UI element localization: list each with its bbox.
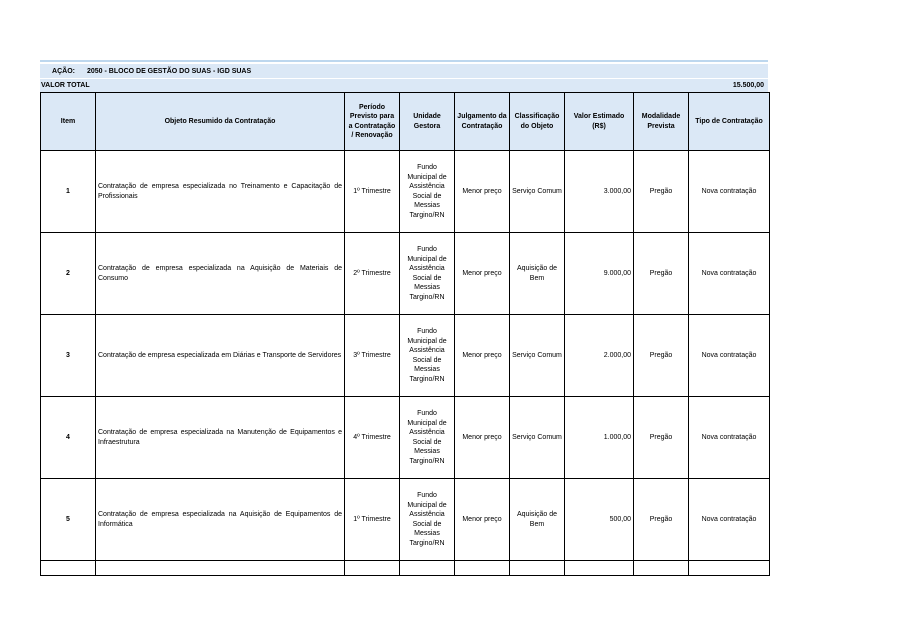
cell-unidade: Fundo Municipal de Assistência Social de Messias Targino/RN <box>400 151 455 233</box>
valor-total-label: VALOR TOTAL <box>41 82 90 89</box>
cell-modalidade: Pregão <box>634 151 689 233</box>
cell-valor: 9.000,00 <box>565 233 634 315</box>
cell-tipo: Nova contratação <box>689 397 770 479</box>
header-item: Item <box>41 93 96 151</box>
cell-valor: 2.000,00 <box>565 315 634 397</box>
cell-item: 5 <box>41 479 96 561</box>
empty-cell <box>634 561 689 576</box>
cell-objeto: Contratação de empresa especializada na Aquisição de Equipamentos de Informática <box>96 479 345 561</box>
cell-objeto: Contratação de empresa especializada na Aquisição de Materiais de Consumo <box>96 233 345 315</box>
cell-periodo: 3º Trimestre <box>345 315 400 397</box>
cell-julgamento: Menor preço <box>455 151 510 233</box>
acao-row <box>40 64 768 78</box>
empty-cell <box>565 561 634 576</box>
cell-modalidade: Pregão <box>634 397 689 479</box>
cell-unidade: Fundo Municipal de Assistência Social de Messias Targino/RN <box>400 397 455 479</box>
cell-valor: 3.000,00 <box>565 151 634 233</box>
cell-classificacao: Serviço Comum <box>510 397 565 479</box>
cell-item: 2 <box>41 233 96 315</box>
cell-classificacao: Aquisição de Bem <box>510 233 565 315</box>
cell-julgamento: Menor preço <box>455 397 510 479</box>
cell-julgamento: Menor preço <box>455 315 510 397</box>
header-tipo: Tipo de Contratação <box>689 93 770 151</box>
cell-objeto: Contratação de empresa especializada no Treinamento e Capacitação de Profissionais <box>96 151 345 233</box>
cell-tipo: Nova contratação <box>689 315 770 397</box>
cell-periodo: 1º Trimestre <box>345 479 400 561</box>
empty-cell <box>41 561 96 576</box>
cell-item: 1 <box>41 151 96 233</box>
cell-item: 4 <box>41 397 96 479</box>
cell-objeto: Contratação de empresa especializada em Diárias e Transporte de Servidores <box>96 315 345 397</box>
cell-valor: 500,00 <box>565 479 634 561</box>
header-julgamento: Julgamento da Contratação <box>455 93 510 151</box>
cell-classificacao: Serviço Comum <box>510 151 565 233</box>
top-divider <box>40 60 768 62</box>
cell-classificacao: Serviço Comum <box>510 315 565 397</box>
cell-periodo: 2º Trimestre <box>345 233 400 315</box>
cell-julgamento: Menor preço <box>455 233 510 315</box>
empty-cell <box>345 561 400 576</box>
cell-unidade: Fundo Municipal de Assistência Social de Messias Targino/RN <box>400 315 455 397</box>
cell-tipo: Nova contratação <box>689 233 770 315</box>
cell-modalidade: Pregão <box>634 479 689 561</box>
cell-periodo: 4º Trimestre <box>345 397 400 479</box>
table-header-row <box>41 93 770 151</box>
contratacoes-table <box>40 92 770 576</box>
header-periodo: Período Previsto para a Contratação / Renovação <box>345 93 400 151</box>
cell-julgamento: Menor preço <box>455 479 510 561</box>
cell-classificacao: Aquisição de Bem <box>510 479 565 561</box>
cell-periodo: 1º Trimestre <box>345 151 400 233</box>
cell-tipo: Nova contratação <box>689 479 770 561</box>
cell-valor: 1.000,00 <box>565 397 634 479</box>
table-row-empty <box>41 561 770 576</box>
table-row <box>41 233 770 315</box>
cell-objeto: Contratação de empresa especializada na Manutenção de Equipamentos e Infraestrutura <box>96 397 345 479</box>
valor-total-value: 15.500,00 <box>732 82 764 89</box>
table-row <box>41 397 770 479</box>
table-row <box>41 479 770 561</box>
cell-modalidade: Pregão <box>634 315 689 397</box>
empty-cell <box>400 561 455 576</box>
acao-label: AÇÃO: <box>52 67 75 75</box>
header-valor: Valor Estimado (R$) <box>565 93 634 151</box>
cell-item: 3 <box>41 315 96 397</box>
empty-cell <box>510 561 565 576</box>
header-objeto: Objeto Resumido da Contratação <box>96 93 345 151</box>
empty-cell <box>689 561 770 576</box>
empty-cell <box>455 561 510 576</box>
header-unidade: Unidade Gestora <box>400 93 455 151</box>
cell-modalidade: Pregão <box>634 233 689 315</box>
header-classificacao: Classificação do Objeto <box>510 93 565 151</box>
cell-unidade: Fundo Municipal de Assistência Social de Messias Targino/RN <box>400 479 455 561</box>
header-modalidade: Modalidade Prevista <box>634 93 689 151</box>
valor-total-row <box>40 79 768 93</box>
table-row <box>41 315 770 397</box>
acao-value: 2050 - BLOCO DE GESTÃO DO SUAS - IGD SUAS <box>87 67 252 75</box>
cell-unidade: Fundo Municipal de Assistência Social de Messias Targino/RN <box>400 233 455 315</box>
empty-cell <box>96 561 345 576</box>
table-row <box>41 151 770 233</box>
cell-tipo: Nova contratação <box>689 151 770 233</box>
